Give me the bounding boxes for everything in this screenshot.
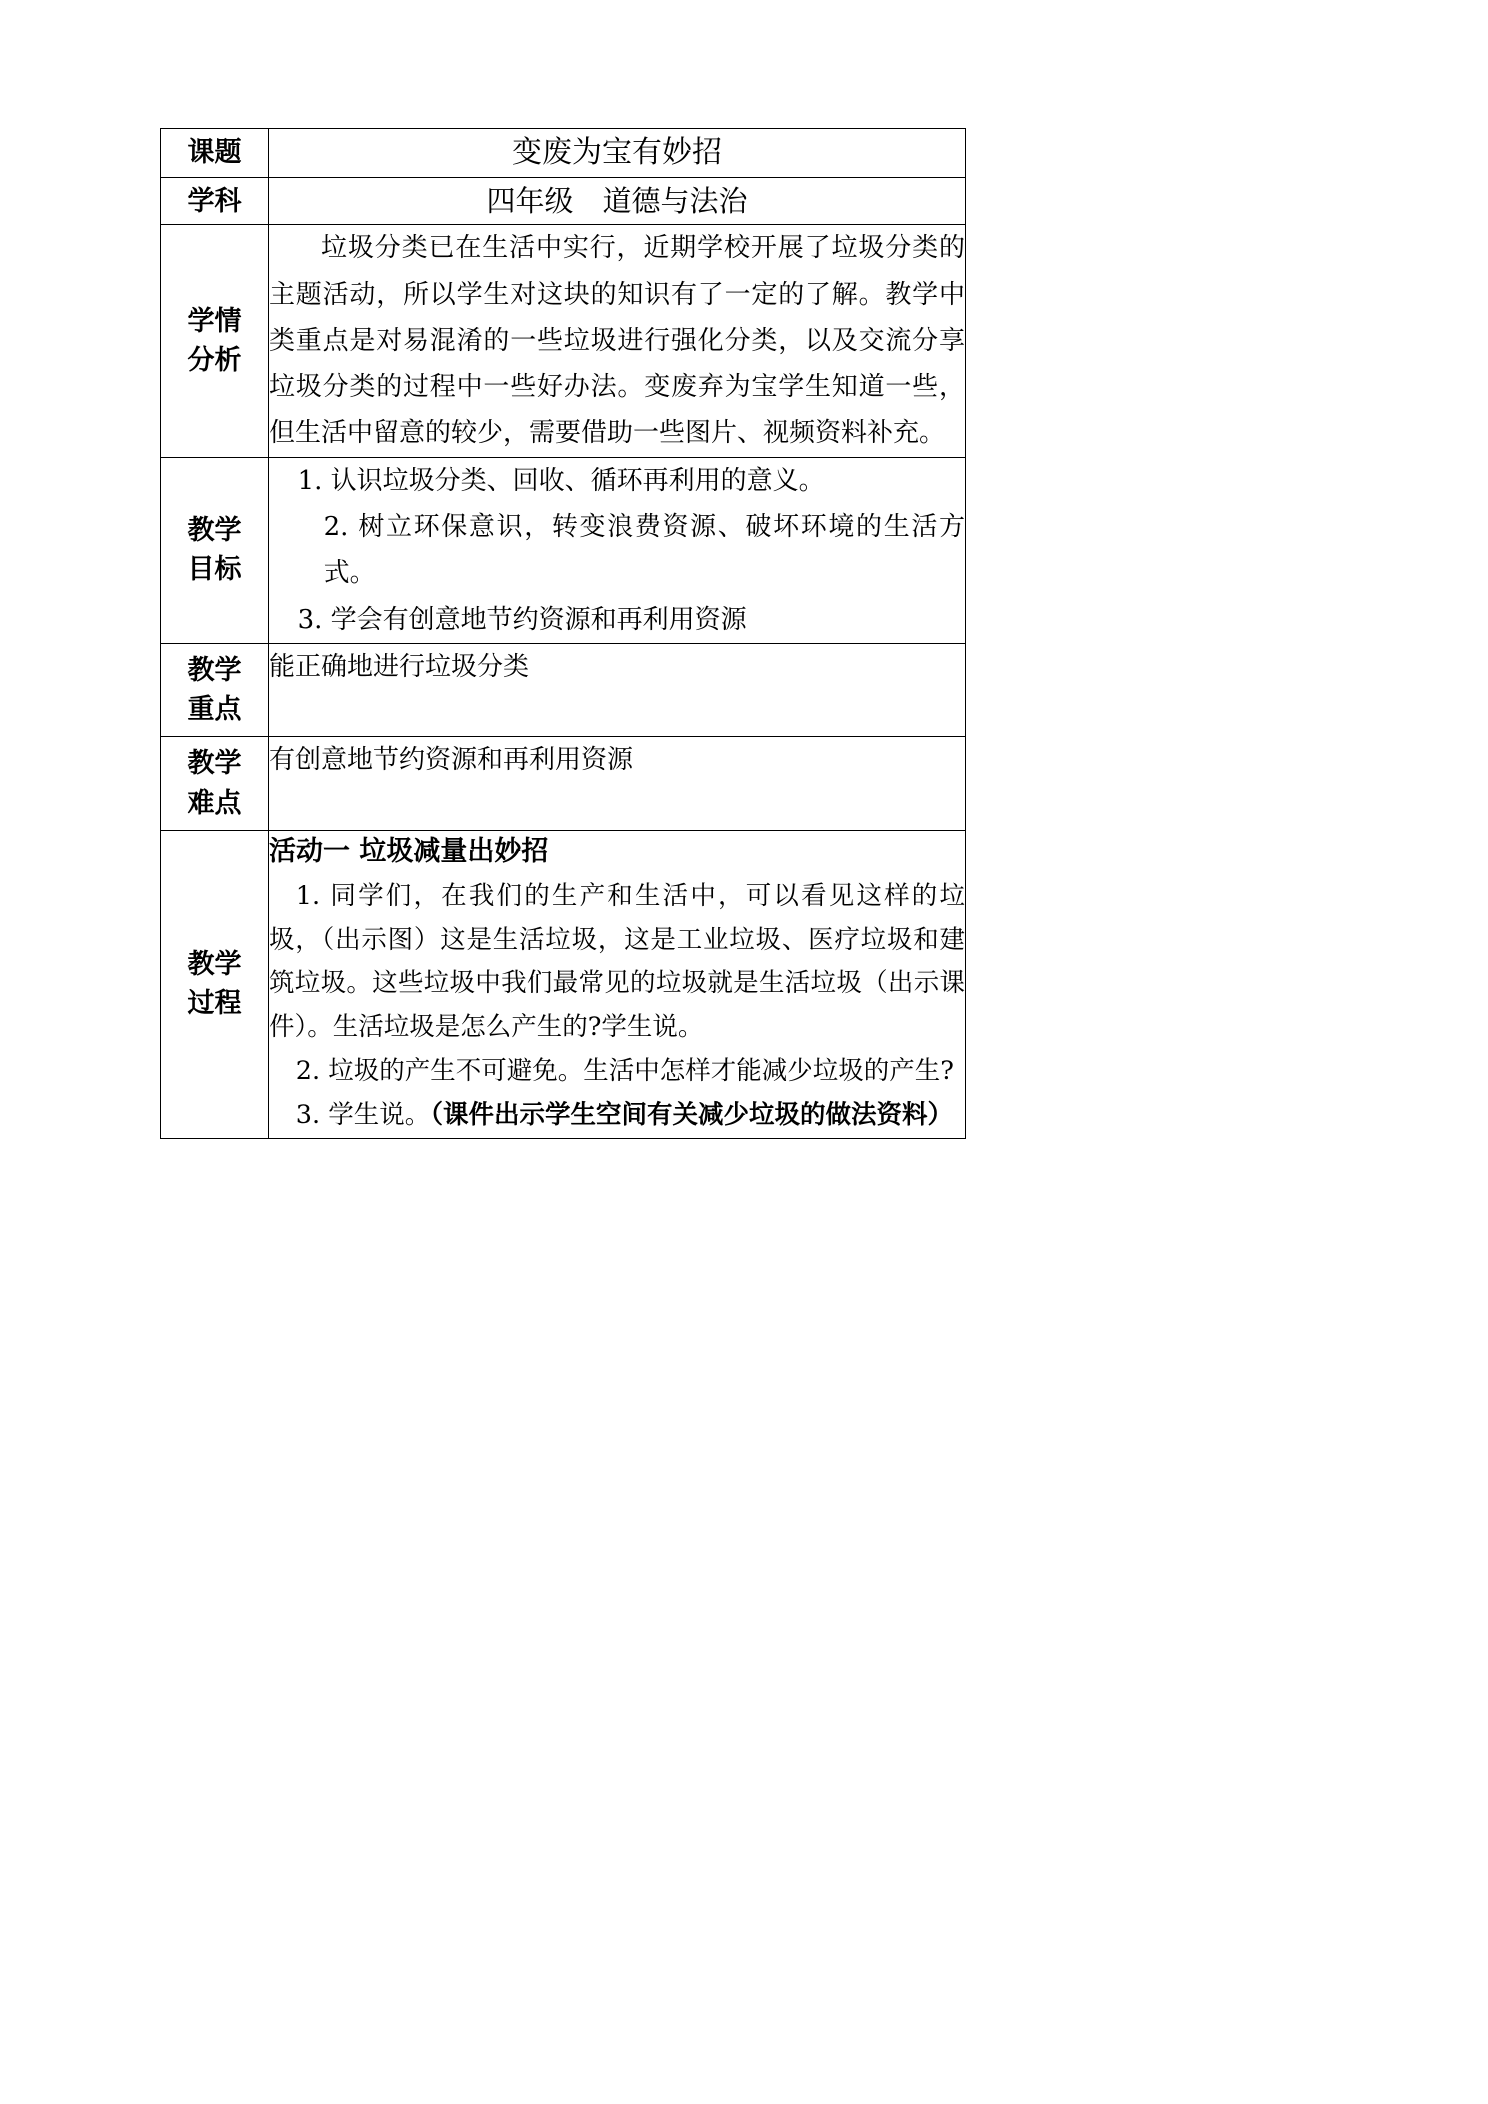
objective-item: 2. 树立环保意识，转变浪费资源、破坏环境的生活方式。 — [323, 511, 965, 589]
row-label-line: 分析 — [187, 345, 242, 377]
lesson-plan-table — [160, 128, 966, 1139]
objective-item: 1. 认识垃圾分类、回收、循环再利用的意义。 — [297, 465, 825, 496]
process-item-last-plain: 3. 学生说。 — [295, 1099, 431, 1130]
lesson-plan-sheet — [160, 128, 965, 1139]
row-content-topic: 变废为宝有妙招 — [269, 129, 966, 178]
row-label-line: 课题 — [187, 137, 242, 169]
row-label-process — [161, 830, 269, 1138]
key-point-spacer — [269, 690, 965, 736]
key-point-text: 能正确地进行垃圾分类 — [269, 651, 530, 682]
row-label-objectives — [161, 457, 269, 643]
process-item-last — [269, 1094, 965, 1138]
row-label-topic — [161, 129, 269, 178]
row-label-line: 难点 — [187, 787, 242, 819]
table-row-subject — [161, 178, 966, 225]
row-content-process — [269, 830, 966, 1138]
row-content-subject: 四年级 道德与法治 — [269, 178, 966, 225]
table-row-topic — [161, 129, 966, 178]
process-item: 1. 同学们，在我们的生产和生活中，可以看见这样的垃圾，（出示图）这是生活垃圾，这是工业垃圾、医疗垃圾和建筑垃圾。这些垃圾中我们最常见的垃圾就是生活垃圾（出示课件）。生活垃圾是怎么产生的?学生说。 — [269, 880, 965, 1043]
row-label-difficulty — [161, 737, 269, 831]
row-label-key-point — [161, 643, 269, 737]
objective-item: 3. 学会有创意地节约资源和再利用资源 — [297, 604, 747, 635]
table-row-difficulty — [161, 737, 966, 831]
table-row-process — [161, 830, 966, 1138]
process-item-last-bold: （课件出示学生空间有关减少垃圾的做法资料） — [430, 1099, 953, 1130]
row-content-student-analysis — [269, 225, 966, 457]
row-label-line: 教学 — [187, 949, 242, 981]
row-label-line: 目标 — [187, 554, 242, 586]
difficulty-text: 有创意地节约资源和再利用资源 — [269, 745, 634, 776]
row-label-line: 教学 — [187, 748, 242, 780]
row-label-subject — [161, 178, 269, 225]
row-label-line: 教学 — [187, 654, 242, 686]
analysis-paragraph: 垃圾分类已在生活中实行，近期学校开展了垃圾分类的主题活动，所以学生对这块的知识有了一定的了解。教学中类重点是对易混淆的一些垃圾进行强化分类，以及交流分享垃圾分类的过程中一些好办法。变废弃为宝学生知道一些，但生活中留意的较少，需要借助一些图片、视频资料补充。 — [269, 233, 965, 449]
table-row-student-analysis — [161, 225, 966, 457]
row-content-objectives — [269, 457, 966, 643]
row-label-line: 过程 — [187, 988, 242, 1020]
difficulty-spacer — [269, 784, 965, 830]
table-row-key-point — [161, 643, 966, 737]
row-label-line: 教学 — [187, 515, 242, 547]
row-label-line: 学科 — [187, 185, 242, 217]
row-label-line: 重点 — [187, 694, 242, 726]
row-content-key-point — [269, 643, 966, 737]
table-row-objectives — [161, 457, 966, 643]
process-item: 2. 垃圾的产生不可避免。生活中怎样才能减少垃圾的产生? — [295, 1056, 954, 1087]
activity-heading: 活动一 垃圾减量出妙招 — [269, 835, 549, 867]
row-content-difficulty — [269, 737, 966, 831]
row-label-student-analysis — [161, 225, 269, 457]
row-label-line: 学情 — [187, 305, 242, 337]
